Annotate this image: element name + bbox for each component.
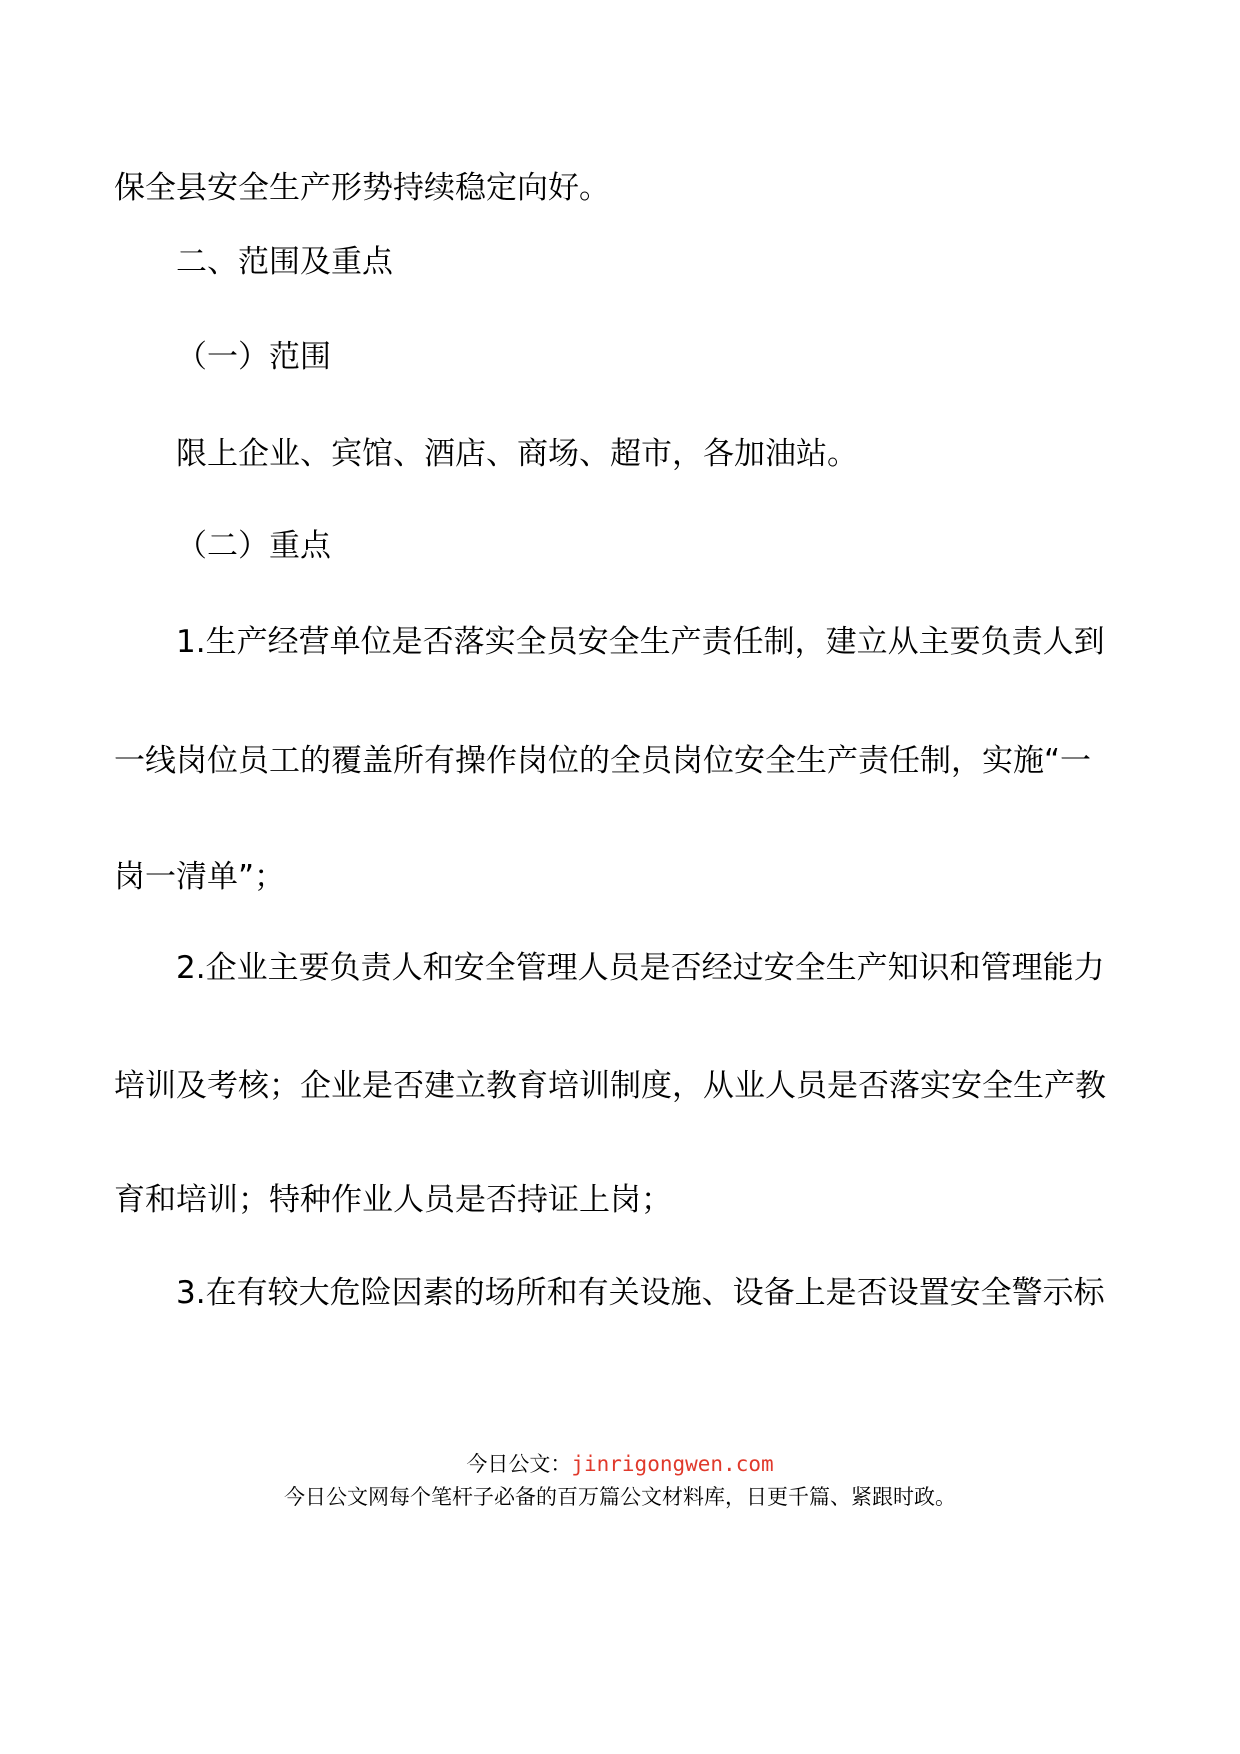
list-item-line: 岗一清单”； [114,859,286,895]
paragraph-line: 保全县安全生产形势持续稳定向好。 [114,170,610,206]
subsection-heading: （一）范围 [176,339,331,375]
list-item-line: 3.在有较大危险因素的场所和有关设施、设备上是否设置安全警示标 [176,1275,1105,1311]
list-item-line: 育和培训；特种作业人员是否持证上岗； [114,1182,672,1218]
paragraph-line: 限上企业、宾馆、酒店、商场、超市，各加油站。 [176,436,858,472]
footer-slogan: 今日公文网每个笔杆子必备的百万篇公文材料库，日更千篇、紧跟时政。 [284,1485,956,1509]
section-heading: 二、范围及重点 [176,244,393,280]
list-item-line: 培训及考核；企业是否建立教育培训制度，从业人员是否落实安全生产教 [114,1068,1106,1104]
list-item-line: 一线岗位员工的覆盖所有操作岗位的全员岗位安全生产责任制，实施“一 [114,743,1092,779]
footer-site-url[interactable]: jinrigongwen.com [571,1452,774,1476]
subsection-heading: （二）重点 [176,528,331,564]
footer-site [0,1450,1240,1478]
list-item-line: 2.企业主要负责人和安全管理人员是否经过安全生产知识和管理能力 [176,950,1105,986]
list-item-line: 1.生产经营单位是否落实全员安全生产责任制，建立从主要负责人到 [176,624,1105,660]
footer-site-label: 今日公文： [466,1452,572,1476]
